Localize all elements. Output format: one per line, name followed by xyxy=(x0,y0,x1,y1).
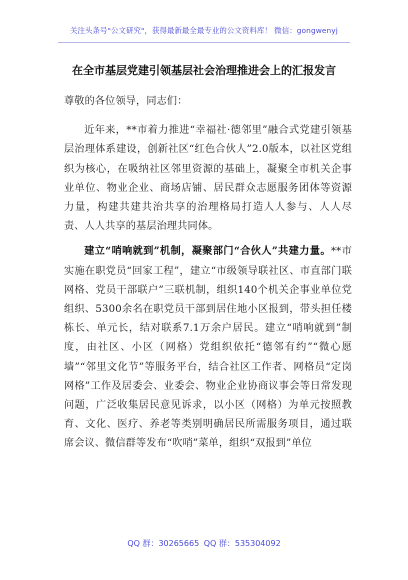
paragraph-body: **市实施在职党员“回家工程”，建立“市级领导联社区、市直部门联网格、党员干部联户”三联机制，组织140个机关企事业单位党组织、5300余名在职党员干部到居住地小区报到，带头担任楼栋长、单元长，结对联系7.1万余户居民。建立“哨响就到”制度，由社区、小区（网格）党组织依托“德邻有约”“微心愿墙”“邻里文化节”等服务平台，结合社区工作者、网格员“定岗网格”工作及居委会、业委会、物业企业协商议事会等日常发现问题，广泛收集居民意见诉求，以小区（网格）为单元按照教育、文化、医疗、养老等类别明确居民所需服务项目，通过联席会议、微信群等发布“吹哨”菜单，组织“双报到”单位 xyxy=(64,246,352,450)
salutation: 尊敬的各位领导，同志们： xyxy=(64,96,188,107)
paragraph-intro: 近年来，**市着力推进“幸福社·德邻里”融合式党建引领基层治理体系建设，创新社区“红色合伙人”2.0版本，以社区党组织为核心，在吸纳社区邻里资源的基础上，凝聚全市机关企事业单位、物业企业、商场店铺、居民群众志愿服务团体等资源力量，构建共建共治共享的治理格局打造人人参与、人人尽责、人人共享的基层治理共同体。 xyxy=(64,125,352,233)
document-body xyxy=(64,92,352,454)
promo-header: 关注头条号"公文研究"，获得最新最全最专业的公文资料库！ 微信：gongwenyj xyxy=(70,26,338,35)
header-divider xyxy=(58,42,350,43)
footer-qq-group-1: QQ 群：30265665 xyxy=(127,539,200,548)
paragraph-heading: 建立“哨响就到”机制，凝聚部门“合伙人”共建力量。 xyxy=(84,246,331,258)
document-title: 在全市基层党建引领基层社会治理推进会上的汇报发言 xyxy=(72,64,336,77)
paragraph-mechanism xyxy=(64,242,352,453)
footer xyxy=(0,538,408,549)
footer-qq-group-2: QQ 群：535304092 xyxy=(203,539,281,548)
